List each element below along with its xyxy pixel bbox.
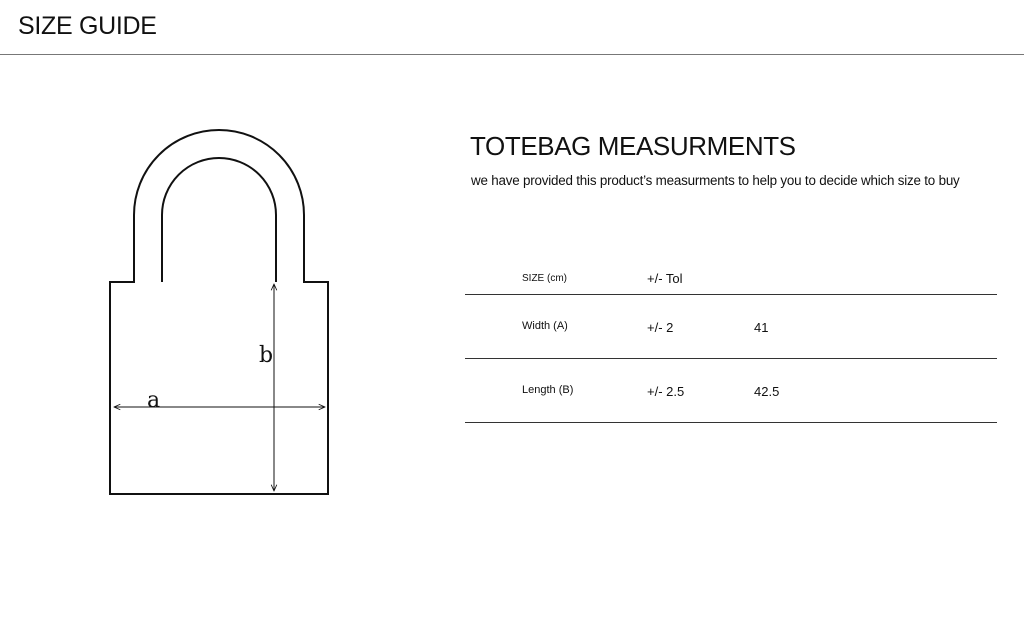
measurement-table [465,262,997,423]
column-header-tolerance: +/- Tol [647,271,683,286]
row-tolerance: +/- 2 [647,320,674,335]
column-header-size: SIZE (cm) [522,273,567,284]
length-label: b [259,343,274,368]
width-label: a [147,388,161,413]
table-row-width [465,295,997,359]
table-header-row [465,262,997,295]
table-row-length [465,359,997,423]
section-title: TOTEBAG MEASURMENTS [470,131,796,161]
row-label: Length (B) [522,384,574,396]
row-label: Width (A) [522,320,568,332]
page-title: SIZE GUIDE [18,12,157,40]
row-tolerance: +/- 2.5 [647,384,685,399]
row-value: 41 [754,320,769,335]
bag-outline [110,130,328,494]
section-subtitle: we have provided this product’s measurments to help you to decide which size to buy [471,173,960,188]
row-value: 42.5 [754,384,780,399]
bag-handle-hole [162,158,276,282]
